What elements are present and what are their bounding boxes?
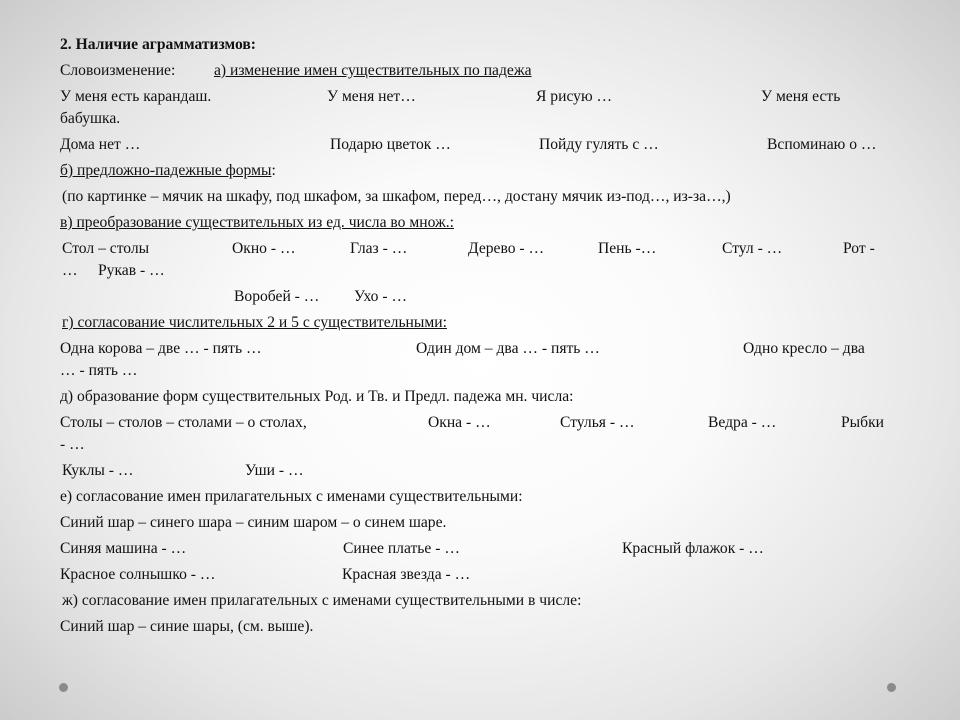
s4-title: г) согласование числительных 2 и 5 с существительными: [62,314,447,331]
s5-r1-item-3: Стулья - … [560,414,635,431]
s3-r1-item-6: Стул - … [722,240,783,257]
s6-title-row [60,486,902,512]
s6-example-row [60,512,902,538]
s5-title: д) образование форм существительных Род. и Тв. и Предл. падежа мн. числа: [60,388,574,405]
s5-r2-item-1: Куклы - … [62,462,134,479]
s5-r1-cont: - … [60,436,85,453]
s1-r1-item-4: У меня есть [761,88,841,105]
s6-r1-item-1: Синяя машина - … [60,540,187,557]
s1-r1-item-3: Я рисую … [536,88,613,105]
s1-title-row [60,60,902,86]
s4-r1-item-1: Одна корова – две … - пять … [60,340,262,357]
s6-title: е) согласование имен прилагательных с именами существительными: [60,488,523,505]
s3-r1-item-7: Рот - [843,240,875,257]
s5-title-row [60,386,902,412]
s7-title: ж) согласование имен прилагательных с именами существительными в числе: [62,592,582,609]
s3-r1-item-4: Дерево - … [468,240,545,257]
section-heading: 2. Наличие аграмматизмов: [60,36,256,53]
s4-title-row [60,312,902,338]
s2-title-row [60,160,902,186]
s1-r1-cont: бабушка. [60,110,121,127]
s1-row-2 [60,134,902,160]
s5-r1-item-4: Ведра - … [708,414,777,431]
s4-r1-item-3: Одно кресло – два [743,340,865,357]
s3-r1-item-1: Стол – столы [62,240,150,257]
bullet-dot-right-icon [887,683,896,692]
s1-r2-item-4: Вспоминаю о … [767,136,877,153]
s5-r1-item-1: Столы – столов – столами – о столах, [60,414,307,431]
s6-r2-item-1: Красное солнышко - … [60,566,216,583]
s3-title-row [60,212,902,238]
s1-row-1 [60,86,902,134]
s3-r1-item-5: Пень -… [598,240,657,257]
s6-r1-item-3: Красный флажок - … [622,540,764,557]
s6-row-2 [60,564,902,590]
s7-title-row [60,590,902,616]
s5-r2-item-2: Уши - … [245,462,304,479]
s3-row-2 [60,286,902,312]
s1-title: а) изменение имен существительных по падежа [214,62,532,79]
s2-text-row [60,186,902,212]
s6-r1-item-2: Синее платье - … [343,540,460,557]
s4-r1-cont: … - пять … [60,362,138,379]
s1-r2-item-1: Дома нет … [60,136,141,153]
s5-row-1 [60,412,902,460]
s1-r1-item-2: У меня нет… [327,88,416,105]
s5-r1-item-5: Рыбки [841,414,885,431]
s3-row-1 [60,238,902,286]
s5-row-2 [60,460,902,486]
s6-example: Синий шар – синего шара – синим шаром – о синем шаре. [60,514,447,531]
s3-r1-cont-1: … [62,262,78,279]
s1-r2-item-3: Пойду гулять с … [539,136,659,153]
s4-row-1 [60,338,902,386]
s6-row-1 [60,538,902,564]
s7-example-row [60,616,902,642]
s1-r1-item-1: У меня есть карандаш. [60,88,212,105]
s5-r1-item-2: Окна - … [428,414,491,431]
s3-r2-item-1: Воробей - … [234,288,320,305]
s3-r1-item-2: Окно - … [232,240,296,257]
s1-r2-item-2: Подарю цветок … [330,136,451,153]
slide-content [60,34,902,642]
bullet-dot-left-icon [59,683,68,692]
s4-r1-item-2: Один дом – два … - пять … [416,340,600,357]
s3-title: в) преобразование существительных из ед. числа во множ.: [60,214,454,231]
s3-r1-cont-2: Рукав - … [98,262,165,279]
s3-r2-item-2: Ухо - … [354,288,408,305]
s1-label: Словоизменение: [60,62,176,79]
s6-r2-item-2: Красная звезда - … [342,566,471,583]
s2-title-tail: : [271,162,276,179]
s3-r1-item-3: Глаз - … [350,240,408,257]
s2-text: (по картинке – мячик на шкафу, под шкафом, за шкафом, перед…, достану мячик из-под…, из-за…,) [62,188,731,205]
s2-title: б) предложно-падежные формы [60,162,272,179]
s7-example: Синий шар – синие шары, (см. выше). [60,618,314,635]
